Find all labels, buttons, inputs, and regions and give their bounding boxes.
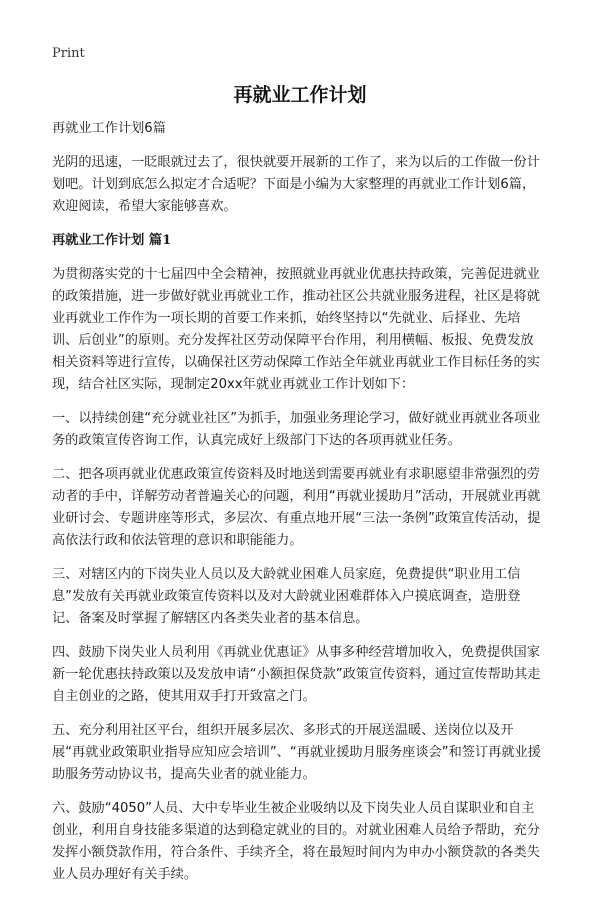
paragraph: 六、鼓励“4050”人员、大中专毕业生被企业吸纳以及下岗失业人员自谋职业和自主创业，利用自身技能多渠道的达到稳定就业的目的。对就业困难人员给予帮助，充分发挥小额贷款作用，符合条件、手续齐全，将在最短时间内为申办小额贷款的各类失业人员办理好有关手续。 (52, 801, 540, 882)
section-heading: 再就业工作计划 篇1 (52, 233, 172, 248)
paragraph: 三、对辖区内的下岗失业人员以及大龄就业困难人员家庭，免费提供“职业用工信息”发放有关再就业政策宣传资料以及对大龄就业困难群体入户摸底调查，造册登记、备案及时掌握了解辖区内各类失业者的基本信息。 (52, 567, 521, 626)
paragraph: 为贯彻落实党的十七届四中全会精神，按照就业再就业优惠扶持政策，完善促进就业的政策措施，进一步做好就业再就业工作，推动社区公共就业服务进程，社区是将就业再就业工作作为一项长期的首要工作来抓，始终坚持以“先就业、后择业、先培训、后创业”的原则。充分发挥社区劳动保障平台作用，利用横幅、板报、免费发放相关资料等进行宣传，以确保社区劳动保障工作站全年就业再就业工作目标任务的实现，结合社区实际，现制定20xx年就业再就业工作计划如下： (52, 267, 540, 392)
paragraph: 一、以持续创建“充分就业社区”为抓手，加强业务理论学习，做好就业再就业各项业务的政策宣传咨询工作，认真完成好上级部门下达的各项再就业任务。 (52, 411, 541, 448)
document-body (52, 118, 546, 898)
paragraph: 四、鼓励下岗失业人员利用《再就业优惠证》从事多种经营增加收入，免费提供国家新一轮优惠扶持政策以及发放申请“小额担保贷款”政策宣传资料，通过宣传帮助其走自主创业的之路，使其用双手打开致富之门。 (52, 645, 541, 704)
print-link[interactable]: Print (52, 46, 85, 61)
intro-paragraph: 光阴的迅速，一眨眼就过去了，很快就要开展新的工作了，来为以后的工作做一份计划吧。计划到底怎么拟定才合适呢？下面是小编为大家整理的再就业工作计划6篇，欢迎阅读，希望大家能够喜欢。 (52, 155, 540, 214)
paragraph: 二、把各项再就业优惠政策宣传资料及时地送到需要再就业有求职愿望非常强烈的劳动者的手中，详解劳动者普遍关心的问题，利用“再就业援助月”活动，开展就业再就业研讨会、专题讲座等形式，多层次、有重点地开展“三法一条例”政策宣传活动，提高依法行政和依法管理的意识和职能能力。 (52, 467, 541, 548)
page-title: 再就业工作计划 (233, 84, 367, 106)
paragraph: 五、充分利用社区平台，组织开展多层次、多形式的开展送温暖、送岗位以及开展“再就业政策职业指导应知应会培训”、“再就业援助月服务座谈会”和签订再就业援助服务劳动协议书，提高失业者的就业能力。 (52, 723, 541, 782)
document-subtitle: 再就业工作计划6篇 (52, 121, 166, 136)
